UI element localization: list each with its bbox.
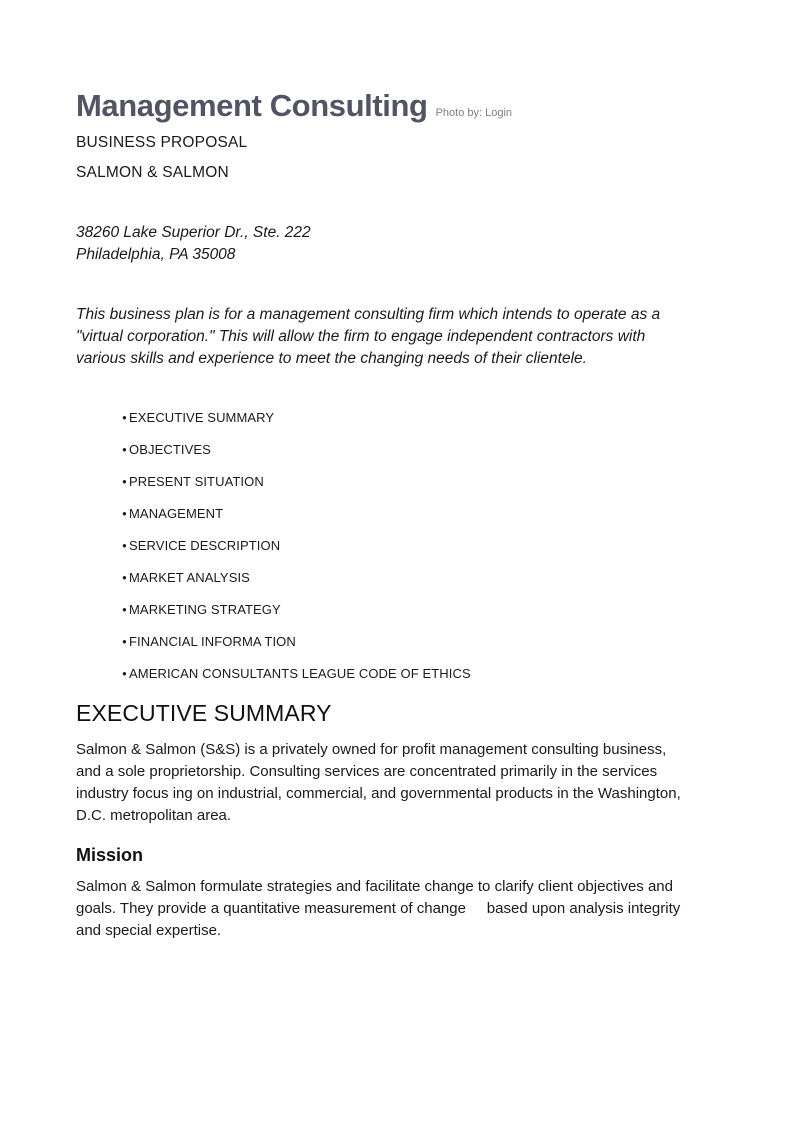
toc-item: [122, 634, 716, 666]
mission-line-3: and special expertise.: [76, 922, 222, 939]
mission-heading: Mission: [76, 845, 144, 865]
address-line-1: 38260 Lake Superior Dr., Ste. 222: [76, 224, 311, 241]
toc-item: [122, 474, 716, 506]
table-of-contents: [76, 410, 716, 698]
intro-line-2: "virtual corporation." This will allow the firm to engage independent contractors with: [76, 328, 646, 345]
intro-line-1: This business plan is for a management consulting firm which intends to operate as a: [76, 306, 661, 323]
mission-line-2: goals. They provide a quantitative measurement of change based upon analysis integrity: [76, 900, 681, 917]
bullet-icon: ●: [122, 605, 127, 614]
bullet-icon: ●: [122, 413, 127, 422]
document-page: [76, 88, 716, 942]
bullet-icon: ●: [122, 637, 127, 646]
bullet-icon: ●: [122, 573, 127, 582]
intro-line-3: various skills and experience to meet the changing needs of their clientele.: [76, 350, 587, 367]
toc-item-label: PRESENT SITUATION: [129, 474, 264, 489]
bullet-icon: ●: [122, 541, 127, 550]
document-title: Management Consulting: [76, 88, 428, 123]
proposal-label: BUSINESS PROPOSAL: [76, 134, 248, 151]
executive-summary-paragraph: [76, 739, 711, 827]
title-row: [76, 88, 716, 124]
toc-item: [122, 570, 716, 602]
executive-summary-line-3: industry focus ing on industrial, commercial, and governmental products in the Washington,: [76, 785, 681, 802]
executive-summary-line-2: and a sole proprietorship. Consulting services are concentrated primarily in the services: [76, 763, 658, 780]
mission-line-1: Salmon & Salmon formulate strategies and facilitate change to clarify client objectives and: [76, 878, 673, 895]
toc-item-label: OBJECTIVES: [129, 442, 211, 457]
bullet-icon: ●: [122, 509, 127, 518]
mission-paragraph: [76, 876, 711, 942]
address-block: [76, 222, 716, 266]
executive-summary-line-1: Salmon & Salmon (S&S) is a privately owned for profit management consulting business,: [76, 741, 667, 758]
toc-item-label: EXECUTIVE SUMMARY: [129, 410, 275, 425]
toc-item-label: MANAGEMENT: [129, 506, 224, 521]
bullet-icon: ●: [122, 669, 127, 678]
toc-item: [122, 410, 716, 442]
toc-item: [122, 538, 716, 570]
executive-summary-heading: EXECUTIVE SUMMARY: [76, 700, 332, 726]
toc-item-label: MARKET ANALYSIS: [129, 570, 250, 585]
bullet-icon: ●: [122, 445, 127, 454]
company-name: SALMON & SALMON: [76, 164, 229, 181]
toc-item-label: FINANCIAL INFORMA TION: [129, 634, 296, 649]
toc-item: [122, 602, 716, 634]
photo-credit: Photo by: Login: [435, 107, 513, 119]
toc-item: [122, 666, 716, 698]
executive-summary-line-4: D.C. metropolitan area.: [76, 807, 232, 824]
toc-item-label: AMERICAN CONSULTANTS LEAGUE CODE OF ETHICS: [129, 666, 471, 681]
toc-item-label: MARKETING STRATEGY: [129, 602, 281, 617]
toc-item: [122, 442, 716, 474]
address-line-2: Philadelphia, PA 35008: [76, 246, 236, 263]
bullet-icon: ●: [122, 477, 127, 486]
toc-item-label: SERVICE DESCRIPTION: [129, 538, 281, 553]
intro-paragraph: [76, 304, 696, 370]
toc-item: [122, 506, 716, 538]
